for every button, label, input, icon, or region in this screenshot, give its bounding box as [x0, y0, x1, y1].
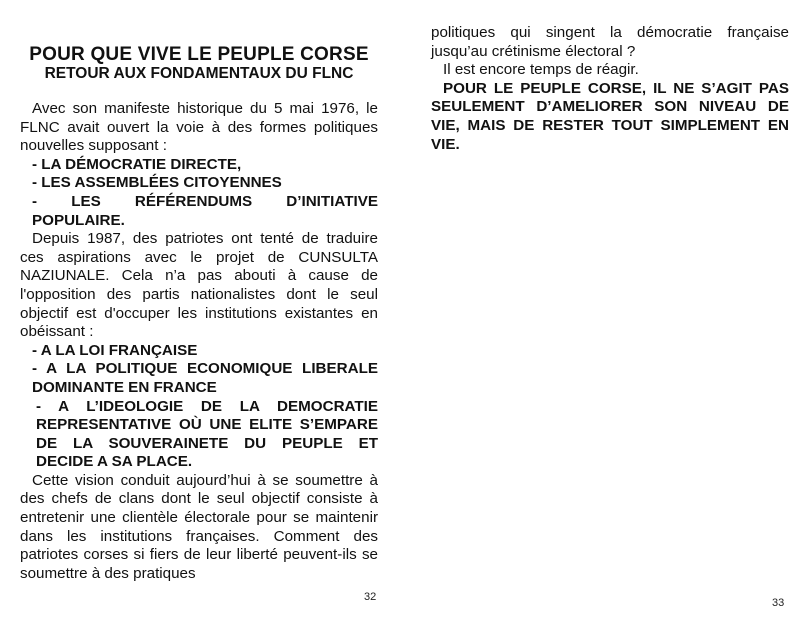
left-page [0, 0, 400, 627]
list-item: - A LA POLITIQUE ECONOMIQUE LIBERALE DOMINANTE EN FRANCE [32, 360, 378, 396]
paragraph-continued: politiques qui singent la démocratie française jusqu’au crétinisme électoral ? [431, 24, 789, 60]
right-body [431, 24, 789, 154]
list-item: - LA DÉMOCRATIE DIRECTE, [32, 155, 242, 173]
paragraph-react: Il est encore temps de réagir. [443, 61, 639, 79]
list-item: - LES RÉFÉRENDUMS D’INITIATIVE POPULAIRE. [32, 192, 378, 229]
paragraph-history: Depuis 1987, des patriotes ont tenté de traduire ces aspirations avec le projet de CUNSULTA NAZIUNALE. Cela n’a pas abouti à cause de l'opposition des partis nationalistes dont le seul objectif est d'occuper les institutions existantes en obéissant : [20, 230, 378, 341]
paragraph-conclusion: POUR LE PEUPLE CORSE, IL NE S’AGIT PAS SEULEMENT D’AMELIORER SON NIVEAU DE VIE, MAIS DE RESTER TOUT SIMPLEMENT EN VIE. [431, 79, 789, 153]
page-title: POUR QUE VIVE LE PEUPLE CORSE [29, 44, 369, 65]
left-body [20, 100, 378, 583]
list-item: - A LA LOI FRANÇAISE [32, 341, 198, 359]
page-number: 33 [772, 597, 785, 609]
paragraph-vision: Cette vision conduit aujourd’hui à se soumettre à des chefs de clans dont le seul objectif consiste à entretenir une clientèle électorale pour se maintenir dans les institutions françaises. Comment des patriotes corses si fiers de leur liberté peuvent-ils se soumettre à des pratiques [20, 471, 378, 582]
page-subtitle: RETOUR AUX FONDAMENTAUX DU FLNC [44, 65, 354, 82]
list-item: - LES ASSEMBLÉES CITOYENNES [32, 174, 282, 192]
list-item: - A L’IDEOLOGIE DE LA DEMOCRATIE REPRESENTATIVE OÙ UNE ELITE S’EMPARE DE LA SOUVERAINETE DU PEUPLE ET DECIDE A SA PLACE. [36, 397, 378, 471]
paragraph-intro: Avec son manifeste historique du 5 mai 1976, le FLNC avait ouvert la voie à des formes politiques nouvelles supposant : [20, 100, 378, 155]
right-page [404, 0, 808, 627]
page-number: 32 [364, 591, 377, 603]
